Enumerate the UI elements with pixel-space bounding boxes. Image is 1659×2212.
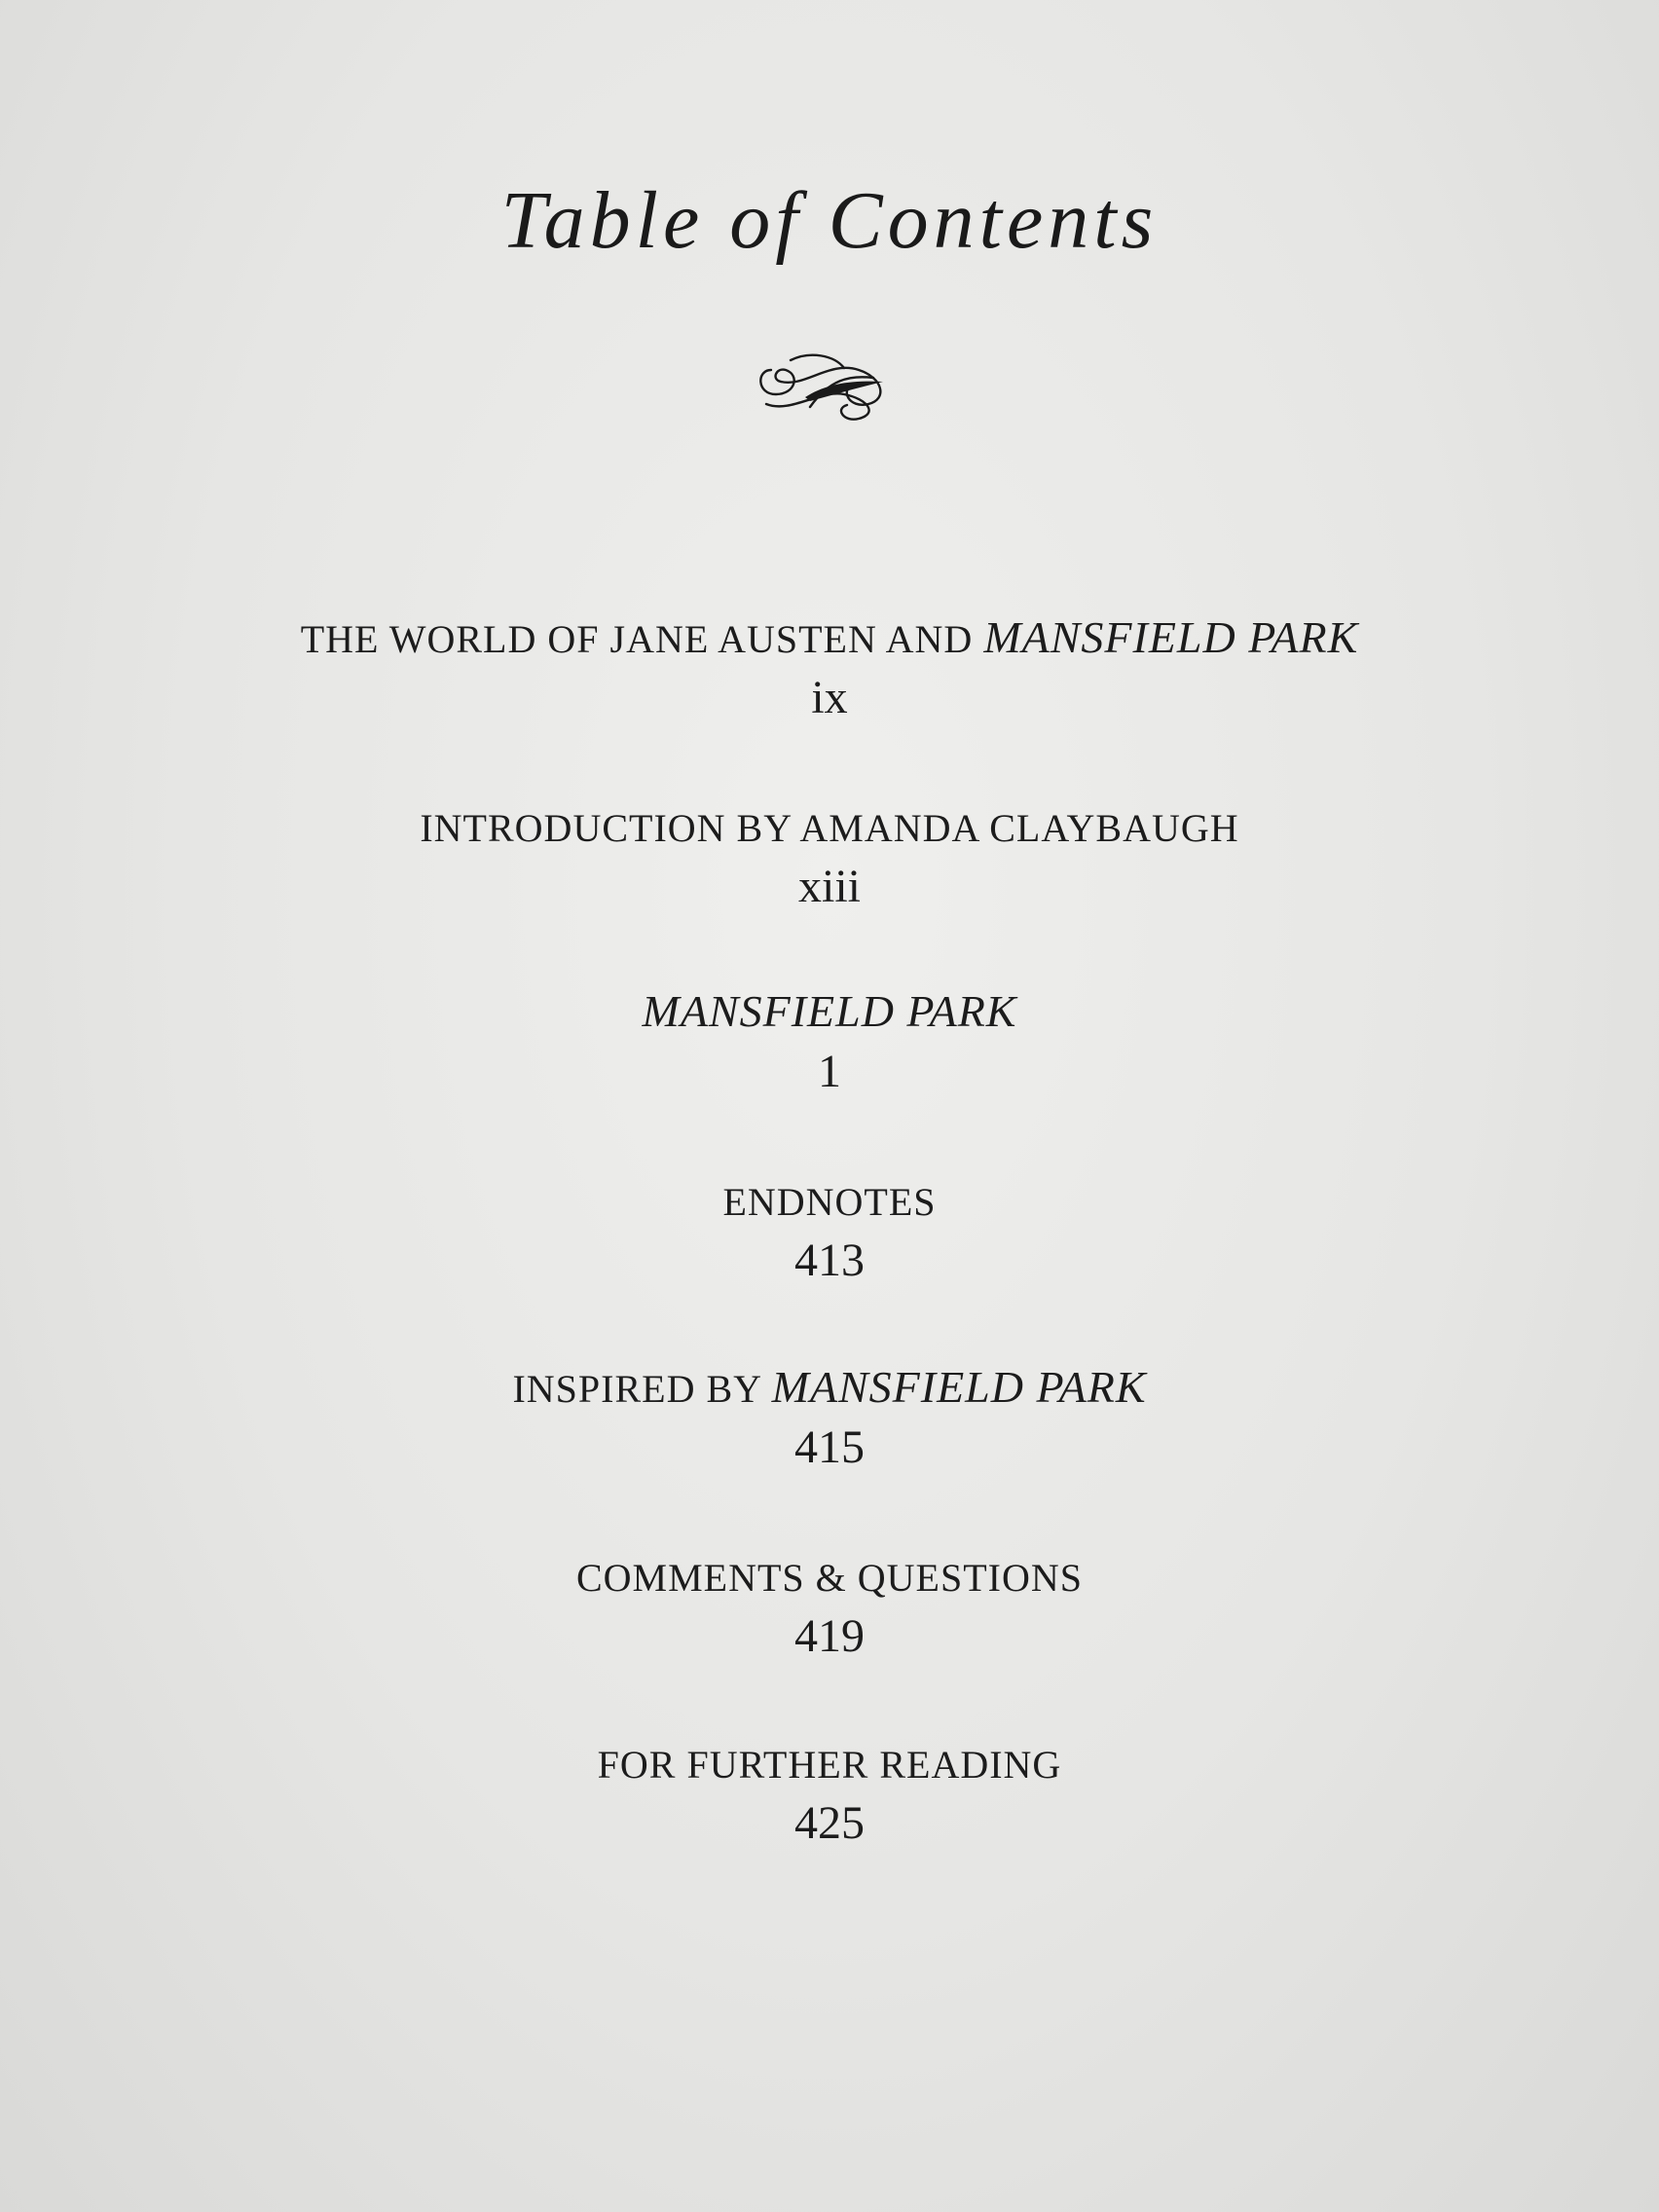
heading-text: THE WORLD OF JANE AUSTEN AND — [300, 617, 984, 661]
flourish-ornament-icon — [752, 341, 898, 428]
toc-entry-further-reading[interactable] — [0, 1739, 1659, 1852]
toc-entry-world-of-jane-austen[interactable] — [0, 613, 1659, 726]
toc-entry-heading — [0, 1176, 1659, 1227]
heading-italic-text: MANSFIELD PARK — [983, 612, 1359, 662]
heading-text: FOR FURTHER READING — [597, 1743, 1062, 1787]
heading-text: INTRODUCTION BY AMANDA CLAYBAUGH — [420, 806, 1239, 850]
toc-entry-comments-questions[interactable] — [0, 1552, 1659, 1665]
heading-italic-text: MANSFIELD PARK — [771, 1362, 1147, 1412]
toc-entry-page-number: 1 — [818, 1046, 841, 1097]
heading-text: INSPIRED BY — [512, 1367, 772, 1411]
page-title: Table of Contents — [500, 175, 1159, 266]
toc-entry-page-number: 413 — [794, 1235, 865, 1286]
toc-entry-page-number: xiii — [797, 861, 861, 912]
toc-entry-heading — [0, 802, 1659, 853]
heading-italic-text: MANSFIELD PARK — [642, 986, 1017, 1036]
toc-entry-heading — [0, 1363, 1659, 1414]
toc-entry-introduction[interactable] — [0, 802, 1659, 915]
toc-entry-heading — [0, 987, 1659, 1038]
toc-entry-mansfield-park[interactable] — [0, 987, 1659, 1100]
toc-entry-page-number: 415 — [794, 1421, 865, 1473]
heading-text: ENDNOTES — [722, 1180, 937, 1224]
toc-entry-heading — [0, 1739, 1659, 1789]
toc-entry-heading — [0, 1552, 1659, 1603]
toc-entry-inspired-by[interactable] — [0, 1363, 1659, 1476]
toc-entry-endnotes[interactable] — [0, 1176, 1659, 1289]
heading-text: COMMENTS & QUESTIONS — [575, 1556, 1084, 1600]
toc-entry-page-number: 419 — [794, 1610, 865, 1662]
toc-entry-page-number: ix — [811, 672, 848, 723]
toc-entry-page-number: 425 — [794, 1797, 865, 1849]
toc-entry-heading — [0, 613, 1659, 664]
